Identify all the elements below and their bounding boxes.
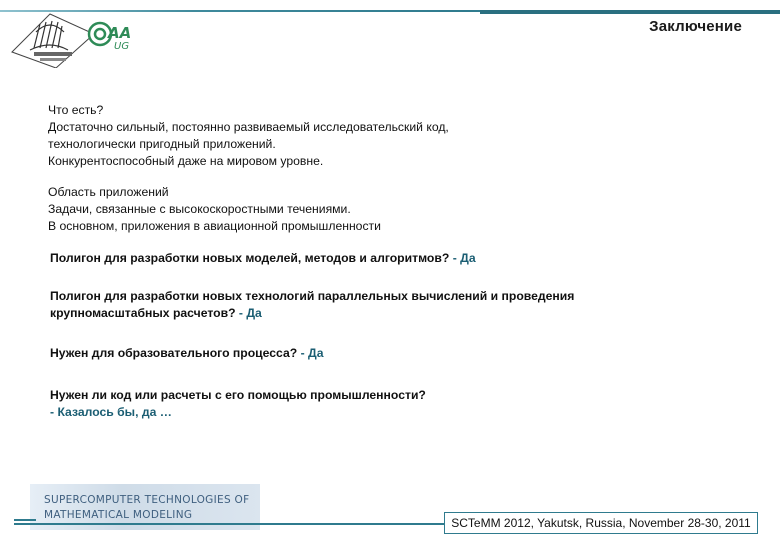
conference-label: SCTeMM 2012, Yakutsk, Russia, November 28-30, 2011	[444, 512, 758, 534]
question-parallel	[50, 288, 574, 322]
question-answer: - Да	[449, 251, 476, 265]
what-is-line: Достаточно сильный, постоянно развиваемый исследовательский код,	[48, 120, 449, 134]
question-answer: - Казалось бы, да …	[50, 405, 172, 419]
application-area-block	[48, 184, 381, 235]
footer-banner-line: MATHEMATICAL MODELING	[44, 509, 193, 521]
footer-tick	[14, 519, 36, 521]
question-text: Полигон для разработки новых моделей, методов и алгоритмов?	[50, 251, 450, 265]
question-text: Нужен для образовательного процесса?	[50, 346, 298, 360]
top-divider-accent	[480, 10, 780, 14]
what-is-line: Конкурентоспособный даже на мировом уровне.	[48, 154, 324, 168]
question-text: Полигон для разработки новых технологий параллельных вычислений и проведения	[50, 289, 575, 303]
question-text: крупномасштабных расчетов?	[50, 306, 239, 320]
question-education	[50, 345, 323, 362]
application-area-line: Задачи, связанные с высокоскоростными течениями.	[48, 202, 351, 216]
question-answer: - Да	[238, 306, 262, 320]
question-industry	[50, 387, 426, 421]
footer-banner-line: SUPERCOMPUTER TECHNOLOGIES OF	[44, 494, 250, 506]
aa-logo-icon	[86, 16, 138, 52]
institute-logo-icon	[10, 12, 96, 68]
what-is-heading: Что есть?	[48, 103, 104, 117]
application-area-heading: Область приложений	[48, 185, 169, 199]
application-area-line: В основном, приложения в авиационной промышленности	[48, 219, 381, 233]
question-models	[50, 250, 476, 267]
svg-text:UG: UG	[114, 41, 130, 52]
slide-title: Заключение	[649, 18, 742, 35]
what-is-block	[48, 102, 449, 170]
svg-text:AA: AA	[108, 24, 132, 42]
question-answer: - Да	[297, 346, 324, 360]
what-is-line: технологически пригодный приложений.	[48, 137, 276, 151]
question-text: Нужен ли код или расчеты с его помощью промышленности?	[50, 388, 426, 402]
